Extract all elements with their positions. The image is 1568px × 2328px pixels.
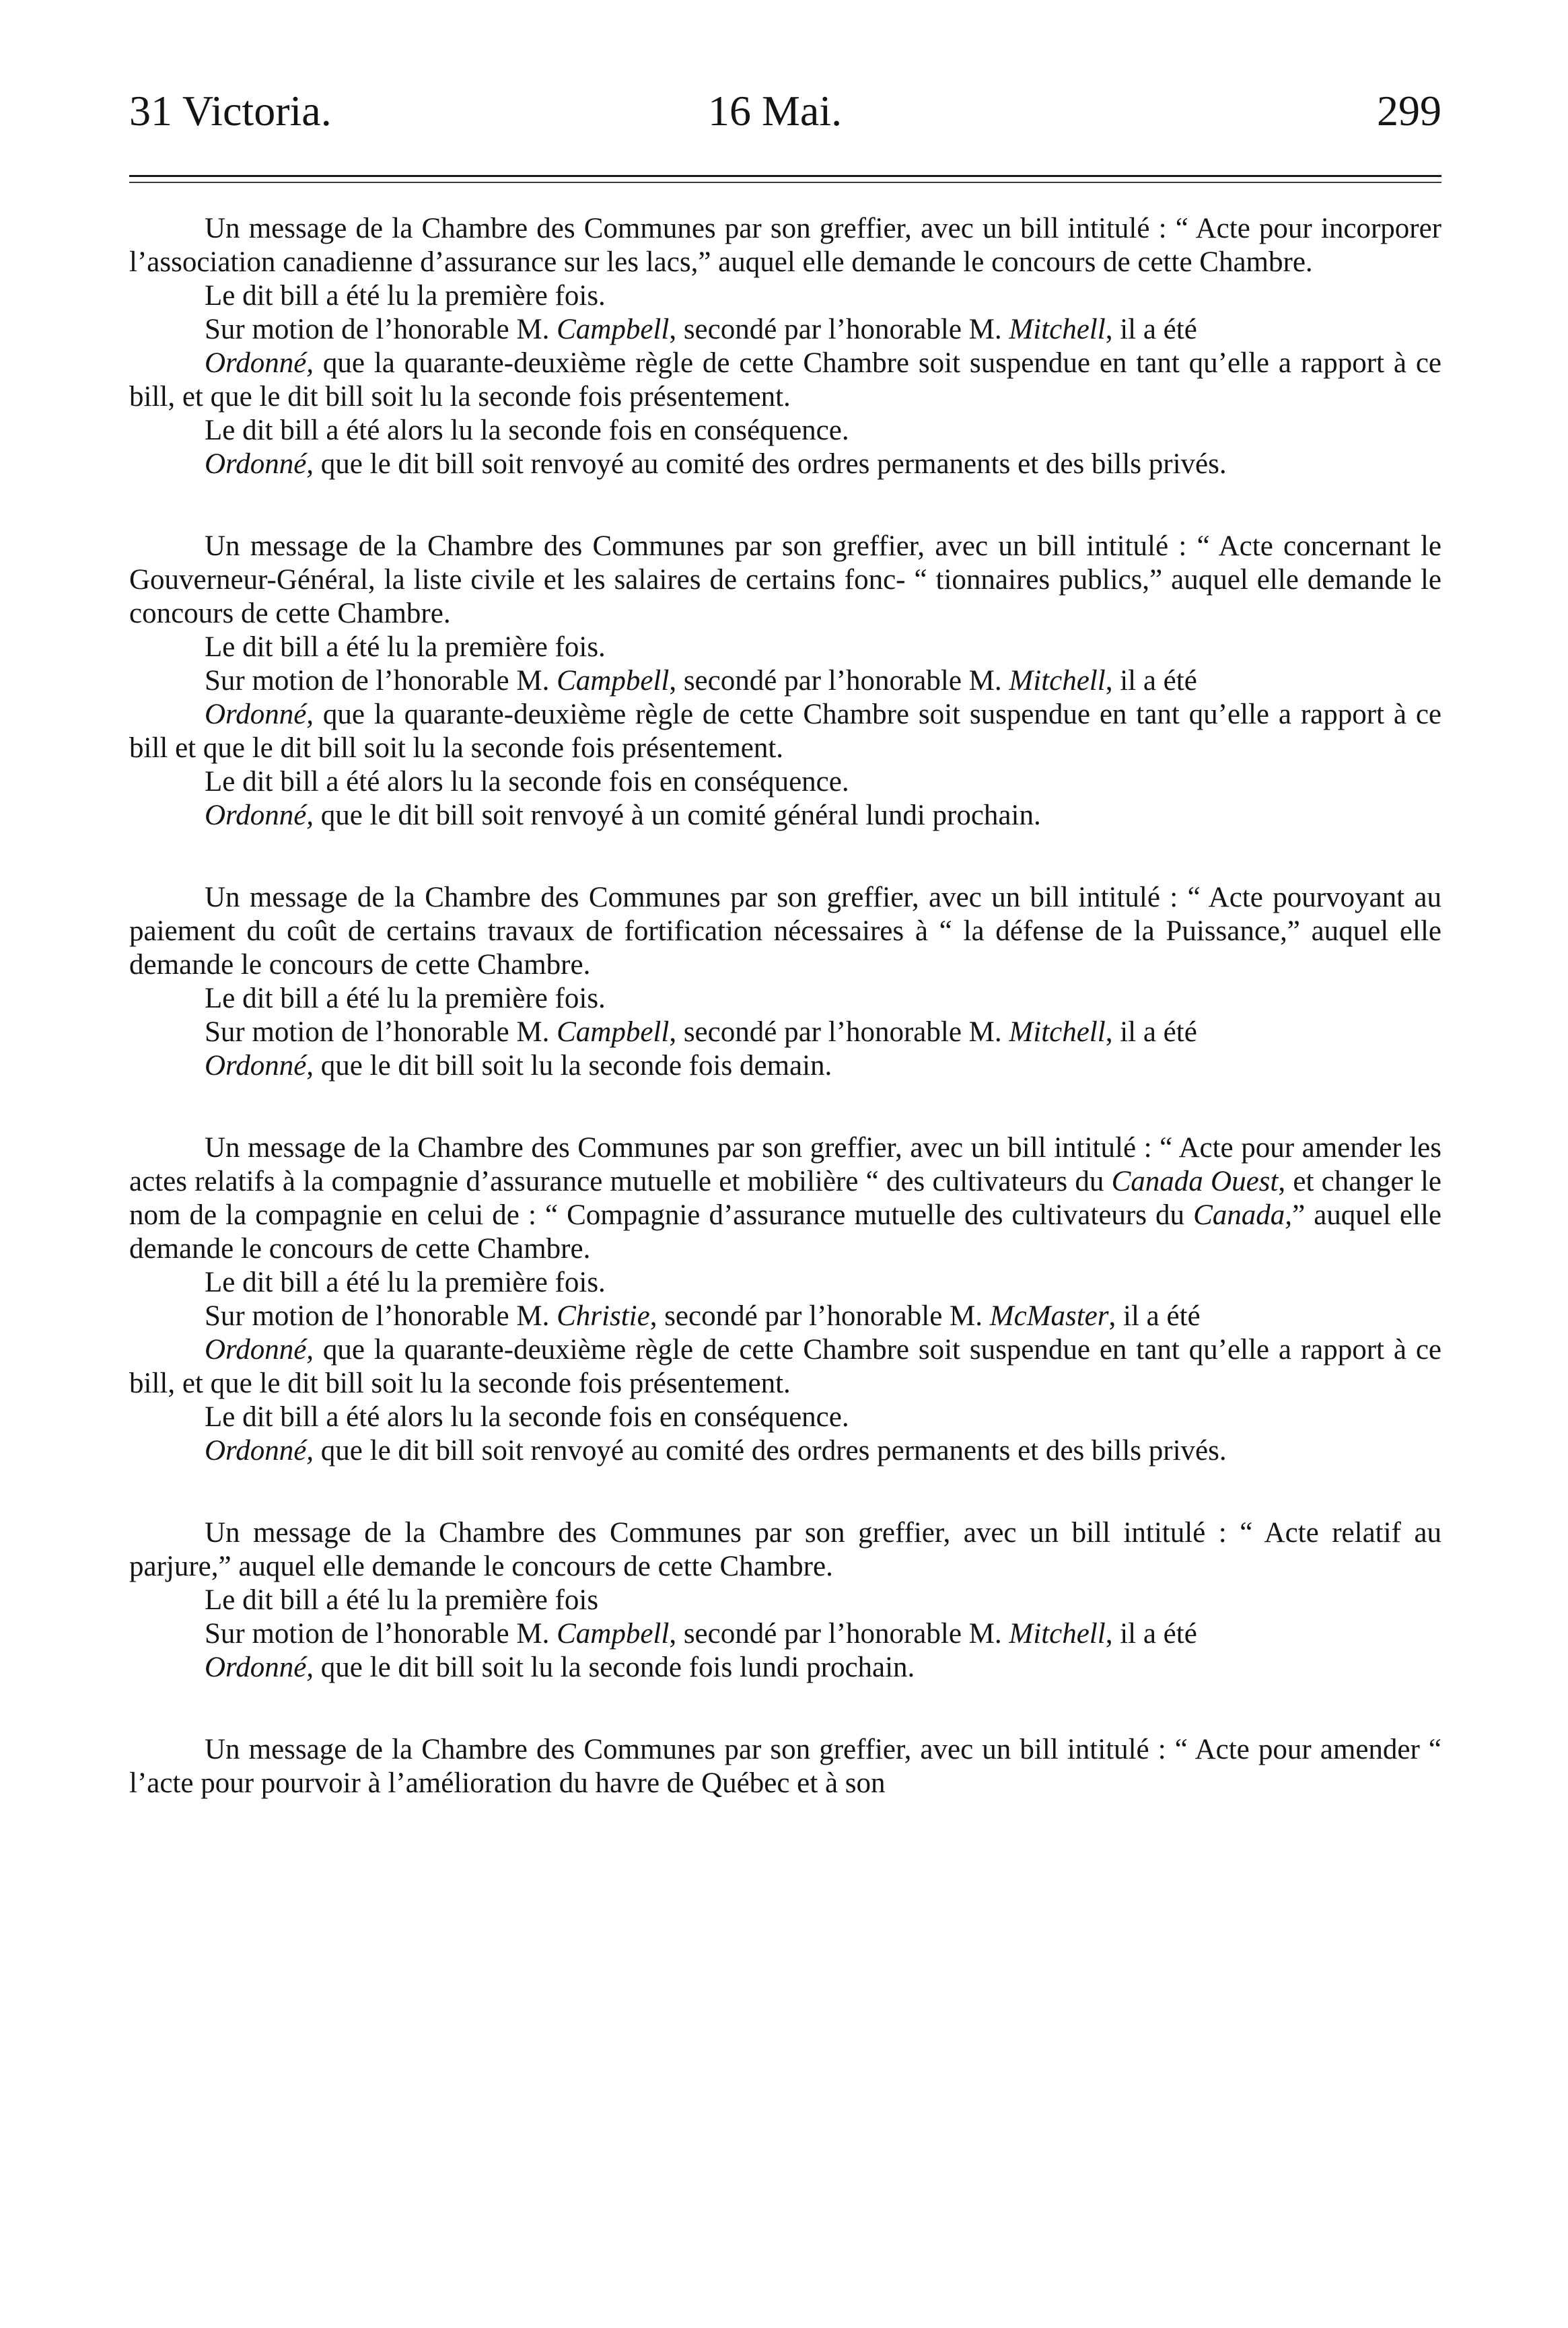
header-date: 16 Mai. (708, 87, 843, 135)
referral-order: Ordonné, que le dit bill soit renvoyé à un comité général lundi prochain. (205, 800, 1041, 831)
header-rule-thin (129, 182, 1441, 183)
referral-order: Ordonné, que le dit bill soit renvoyé au comité des ordres permanents et des bills privés. (205, 1435, 1227, 1467)
second-reading: Le dit bill a été alors lu la seconde fois en conséquence. (205, 766, 849, 798)
motion-paragraph: Sur motion de l’honorable M. Campbell, secondé par l’honorable M. Mitchell, il a été (205, 1016, 1197, 1048)
first-reading: Le dit bill a été lu la première fois. (205, 983, 606, 1014)
order-paragraph: Ordonné, que la quarante-deuxième règle de cette Chambre soit suspendue en tant qu’elle a rapport à ce bill et que le dit bill soit lu la seconde fois présentement. (129, 699, 1441, 764)
entry-quebec-harbour-bill (129, 1733, 1441, 1800)
message-paragraph: Un message de la Chambre des Communes par son greffier, avec un bill intitulé : “ Acte relatif au parjure,” auquel elle demande le concours de cette Chambre. (129, 1517, 1441, 1582)
page-number: 299 (1377, 87, 1441, 135)
first-reading: Le dit bill a été lu la première fois. (205, 1267, 606, 1298)
entry-farmers-insurance-bill (129, 1131, 1441, 1468)
header-regnal-year: 31 Victoria. (129, 87, 332, 135)
entry-lake-insurance-bill (129, 212, 1441, 481)
motion-paragraph: Sur motion de l’honorable M. Christie, secondé par l’honorable M. McMaster, il a été (205, 1300, 1201, 1332)
message-paragraph: Un message de la Chambre des Communes par son greffier, avec un bill intitulé : “ Acte concernant le Gouverneur-Général, la liste civile et les salaires de certains fonc- “ tionnaires publics,” auquel elle demande le concours de cette Chambre. (129, 530, 1441, 629)
running-header (129, 74, 1441, 148)
message-paragraph: Un message de la Chambre des Communes par son greffier, avec un bill intitulé : “ Acte pour incorporer l’association canadienne d’assurance sur les lacs,” auquel elle demande le concours de cette Chambre. (129, 213, 1441, 278)
message-paragraph: Un message de la Chambre des Communes par son greffier, avec un bill intitulé : “ Acte pour amender les actes relatifs à la compagnie d’assurance mutuelle et mobilière “ des cultivateurs du Canada Ouest, et changer le nom de la compagnie en celui de : “ Compagnie d’assurance mutuelle des cultivateurs du Canada,” auquel elle demande le concours de cette Chambre. (129, 1132, 1442, 1265)
page (129, 74, 1442, 1799)
order-paragraph: Ordonné, que la quarante-deuxième règle de cette Chambre soit suspendue en tant qu’elle a rapport à ce bill, et que le dit bill soit lu la seconde fois présentement. (129, 347, 1441, 413)
entry-governor-general-bill (129, 530, 1441, 833)
second-reading: Le dit bill a été alors lu la seconde fois en conséquence. (205, 415, 849, 446)
entry-fortification-bill (129, 881, 1441, 1083)
referral-order: Ordonné, que le dit bill soit renvoyé au comité des ordres permanents et des bills privés. (205, 448, 1227, 480)
message-paragraph: Un message de la Chambre des Communes par son greffier, avec un bill intitulé : “ Acte pourvoyant au paiement du coût de certains travaux de fortification nécessaires à “ la défense de la Puissance,” auquel elle demande le concours de cette Chambre. (129, 882, 1441, 981)
order-paragraph: Ordonné, que la quarante-deuxième règle de cette Chambre soit suspendue en tant qu’elle a rapport à ce bill, et que le dit bill soit lu la seconde fois présentement. (129, 1334, 1441, 1399)
journal-body (129, 212, 1441, 1849)
motion-paragraph: Sur motion de l’honorable M. Campbell, secondé par l’honorable M. Mitchell, il a été (205, 1618, 1197, 1650)
first-reading: Le dit bill a été lu la première fois. (205, 280, 606, 312)
motion-paragraph: Sur motion de l’honorable M. Campbell, secondé par l’honorable M. Mitchell, il a été (205, 314, 1197, 345)
entry-perjury-bill (129, 1516, 1441, 1685)
first-reading: Le dit bill a été lu la première fois (205, 1584, 599, 1616)
order-paragraph: Ordonné, que le dit bill soit lu la seconde fois lundi prochain. (205, 1652, 915, 1683)
second-reading: Le dit bill a été alors lu la seconde fois en conséquence. (205, 1401, 849, 1433)
order-paragraph: Ordonné, que le dit bill soit lu la seconde fois demain. (205, 1050, 832, 1082)
motion-paragraph: Sur motion de l’honorable M. Campbell, secondé par l’honorable M. Mitchell, il a été (205, 665, 1197, 697)
first-reading: Le dit bill a été lu la première fois. (205, 631, 606, 663)
message-paragraph: Un message de la Chambre des Communes par son greffier, avec un bill intitulé : “ Acte pour amender “ l’acte pour pourvoir à l’amélioration du havre de Québec et à son (129, 1734, 1441, 1799)
header-rule (129, 175, 1441, 177)
